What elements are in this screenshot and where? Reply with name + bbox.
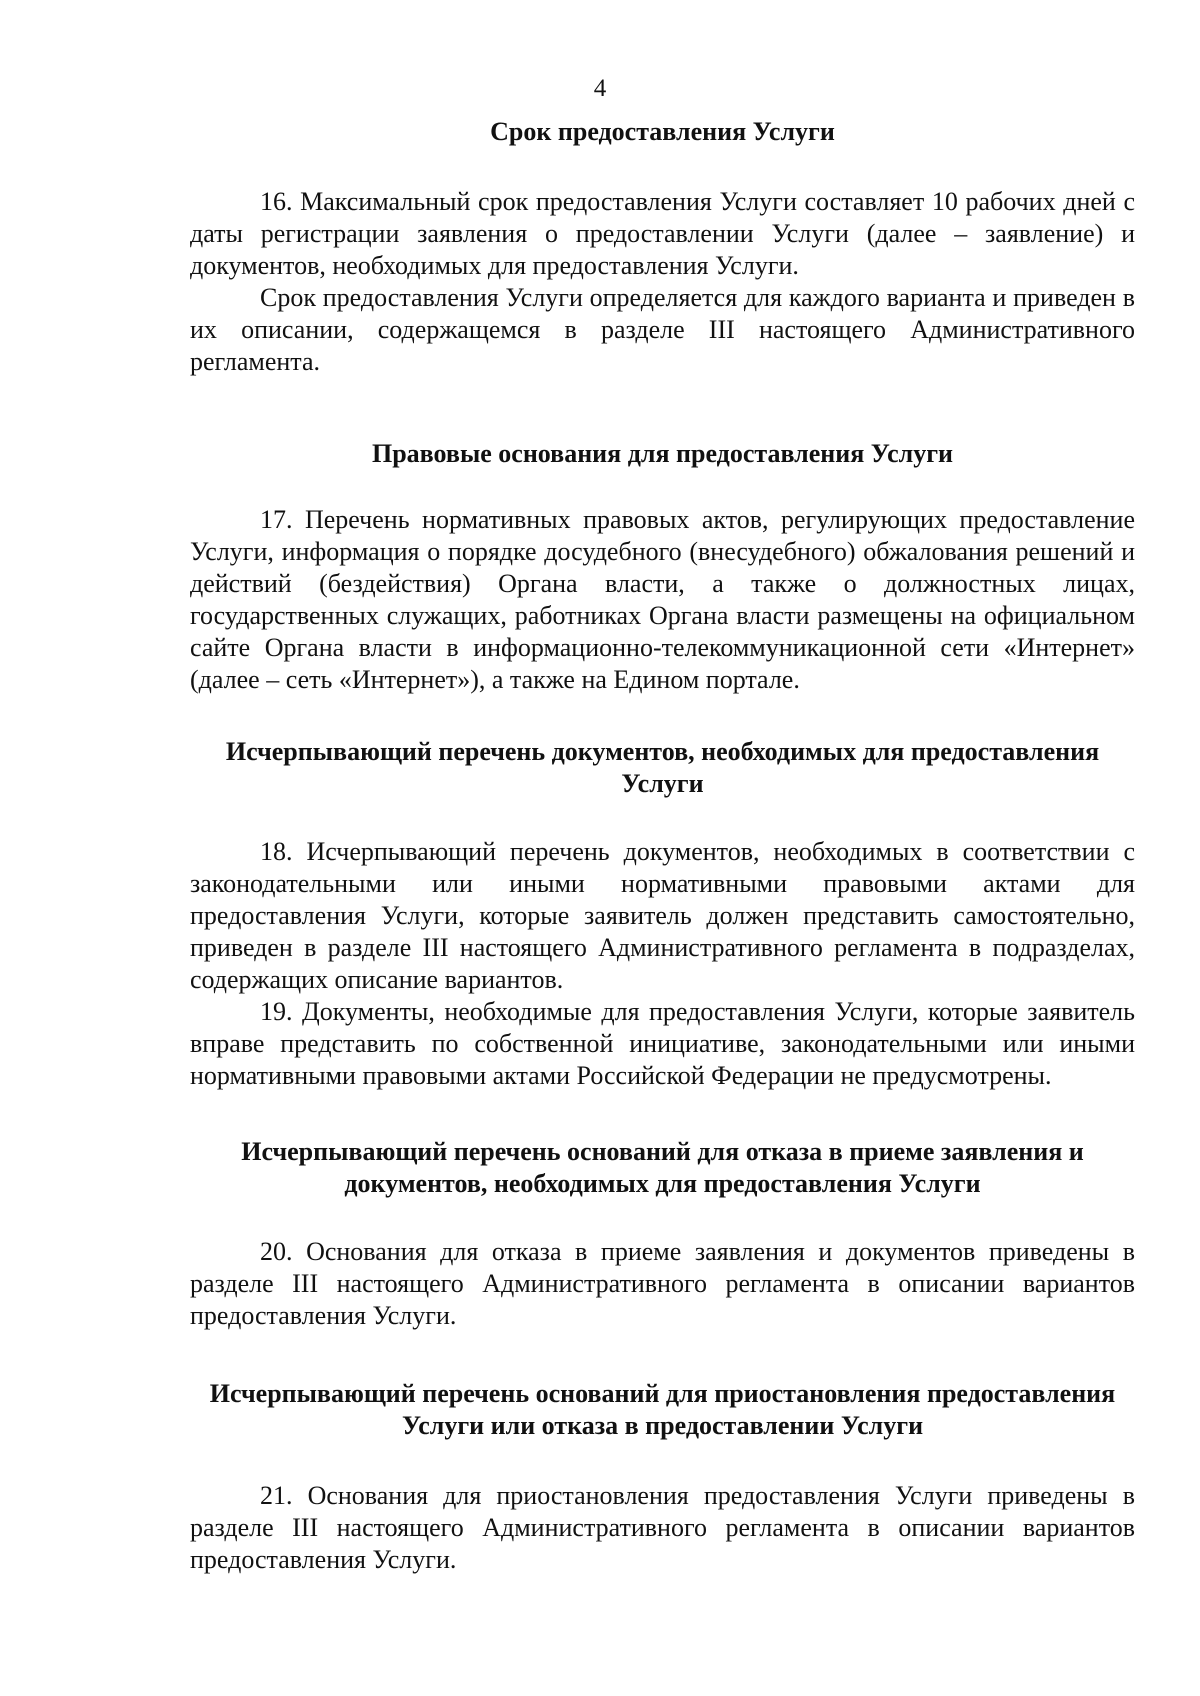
section-heading-refusal-grounds: Исчерпывающий перечень оснований для отказа в приеме заявления и документов, необходимых для предоставления Услуги xyxy=(241,1137,1084,1198)
section-legal-basis xyxy=(190,438,1135,696)
document-body xyxy=(190,116,1135,1576)
section-documents xyxy=(190,736,1135,1092)
paragraph-21: 21. Основания для приостановления предоставления Услуги приведены в разделе III настоящего Административного регламента в описании вариантов предоставления Услуги. xyxy=(190,1481,1135,1574)
section-heading-term: Срок предоставления Услуги xyxy=(490,117,835,146)
section-heading-documents: Исчерпывающий перечень документов, необходимых для предоставления Услуги xyxy=(225,737,1100,798)
paragraph-16: 16. Максимальный срок предоставления Услуги составляет 10 рабочих дней с даты регистрации заявления о предоставлении Услуги (далее – заявление) и документов, необходимых для предоставления Услуги. xyxy=(190,187,1135,280)
paragraph-20: 20. Основания для отказа в приеме заявления и документов приведены в разделе III настоящего Административного регламента в описании вариантов предоставления Услуги. xyxy=(190,1237,1135,1330)
paragraph-17: 17. Перечень нормативных правовых актов, регулирующих предоставление Услуги, информация о порядке досудебного (внесудебного) обжалования решений и действий (бездействия) Органа власти, а также о должностных лицах, государственных служащих, работниках Органа власти размещены на официальном сайте Органа власти в информационно-телекоммуникационной сети «Интернет» (далее – сеть «Интернет»), а также на Едином портале. xyxy=(190,505,1135,694)
section-heading-legal-basis: Правовые основания для предоставления Услуги xyxy=(372,439,953,468)
section-refusal-grounds xyxy=(190,1136,1135,1332)
section-heading-suspension-grounds: Исчерпывающий перечень оснований для приостановления предоставления Услуги или отказа в предоставлении Услуги xyxy=(209,1379,1116,1440)
section-term xyxy=(190,116,1135,378)
paragraph-16-continued: Срок предоставления Услуги определяется для каждого варианта и приведен в их описании, содержащемся в разделе III настоящего Административного регламента. xyxy=(190,283,1135,376)
paragraph-19: 19. Документы, необходимые для предоставления Услуги, которые заявитель вправе представить по собственной инициативе, законодательными или иными нормативными правовыми актами Российской Федерации не предусмотрены. xyxy=(190,997,1135,1090)
page-number: 4 xyxy=(593,75,607,102)
paragraph-18: 18. Исчерпывающий перечень документов, необходимых в соответствии с законодательными или иными нормативными правовыми актами для предоставления Услуги, которые заявитель должен представить самостоятельно, приведен в разделе III настоящего Административного регламента в подразделах, содержащих описание вариантов. xyxy=(190,837,1135,994)
section-suspension-grounds xyxy=(190,1378,1135,1576)
